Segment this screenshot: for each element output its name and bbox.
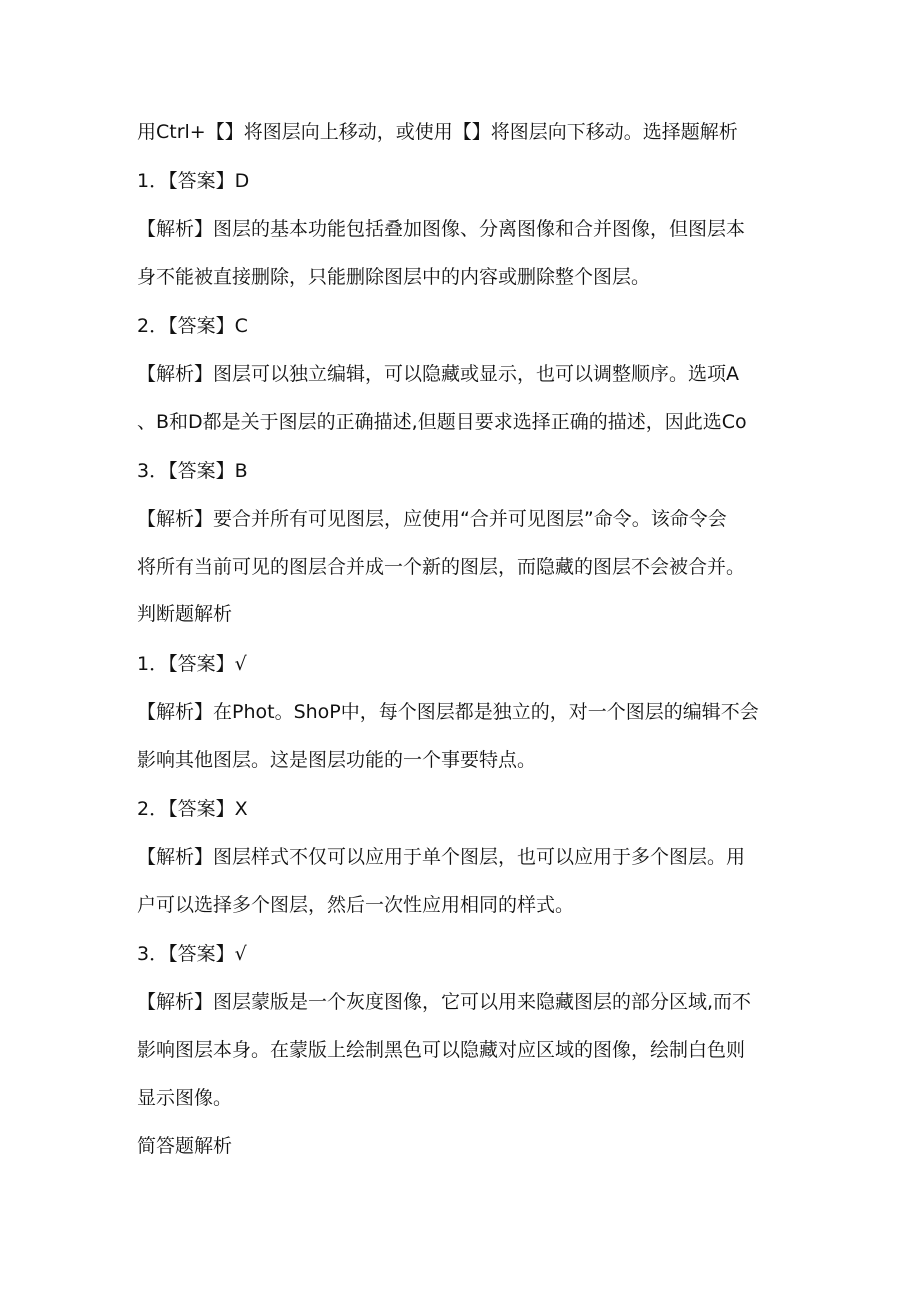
explanation-judgement-2-line-2: 户可以选择多个图层，然后一次性应用相同的样式。 — [137, 894, 575, 916]
explanation-choice-1-line-1: 【解析】图层的基本功能包括叠加图像、分离图像和合并图像，但图层本 — [137, 218, 746, 240]
answer-choice-2: 2．【答案】C — [137, 315, 248, 337]
explanation-judgement-3-line-3: 显示图像。 — [137, 1087, 233, 1109]
section-heading-judgement: 判断题解析 — [137, 603, 233, 625]
explanation-judgement-1-line-2: 影响其他图层。这是图层功能的一个事要特点。 — [137, 749, 537, 771]
explanation-choice-2-line-1: 【解析】图层可以独立编辑，可以隐藏或显示，也可以调整顺序。选项A — [137, 363, 739, 385]
answer-choice-3: 3．【答案】B — [137, 460, 248, 482]
explanation-choice-3-line-1: 【解析】要合并所有可见图层，应使用“合并可见图层”命令。该命令会 — [137, 508, 727, 530]
text-line-1: 用Ctrl+【】将图层向上移动，或使用【】将图层向下移动。选择题解析 — [137, 121, 738, 143]
answer-judgement-1: 1．【答案】√ — [137, 653, 247, 675]
explanation-choice-3-line-2: 将所有当前可见的图层合并成一个新的图层，而隐藏的图层不会被合并。 — [137, 556, 746, 578]
answer-judgement-3: 3．【答案】√ — [137, 943, 247, 965]
explanation-judgement-3-line-1: 【解析】图层蒙版是一个灰度图像，它可以用来隐藏图层的部分区域,而不 — [137, 991, 752, 1013]
answer-choice-1: 1．【答案】D — [137, 170, 250, 192]
explanation-choice-1-line-2: 身不能被直接删除，只能删除图层中的内容或删除整个图层。 — [137, 266, 651, 288]
explanation-judgement-3-line-2: 影响图层本身。在蒙版上绘制黑色可以隐藏对应区域的图像，绘制白色则 — [137, 1039, 746, 1061]
explanation-judgement-1-line-1: 【解析】在Phot。ShoP中，每个图层都是独立的，对一个图层的编辑不会 — [137, 701, 759, 723]
explanation-choice-2-line-2: 、B和D都是关于图层的正确描述,但题目要求选择正确的描述，因此选Co — [137, 411, 747, 433]
answer-judgement-2: 2．【答案】X — [137, 798, 248, 820]
explanation-judgement-2-line-1: 【解析】图层样式不仅可以应用于单个图层，也可以应用于多个图层。用 — [137, 846, 746, 868]
section-heading-short-answer: 简答题解析 — [137, 1135, 233, 1157]
